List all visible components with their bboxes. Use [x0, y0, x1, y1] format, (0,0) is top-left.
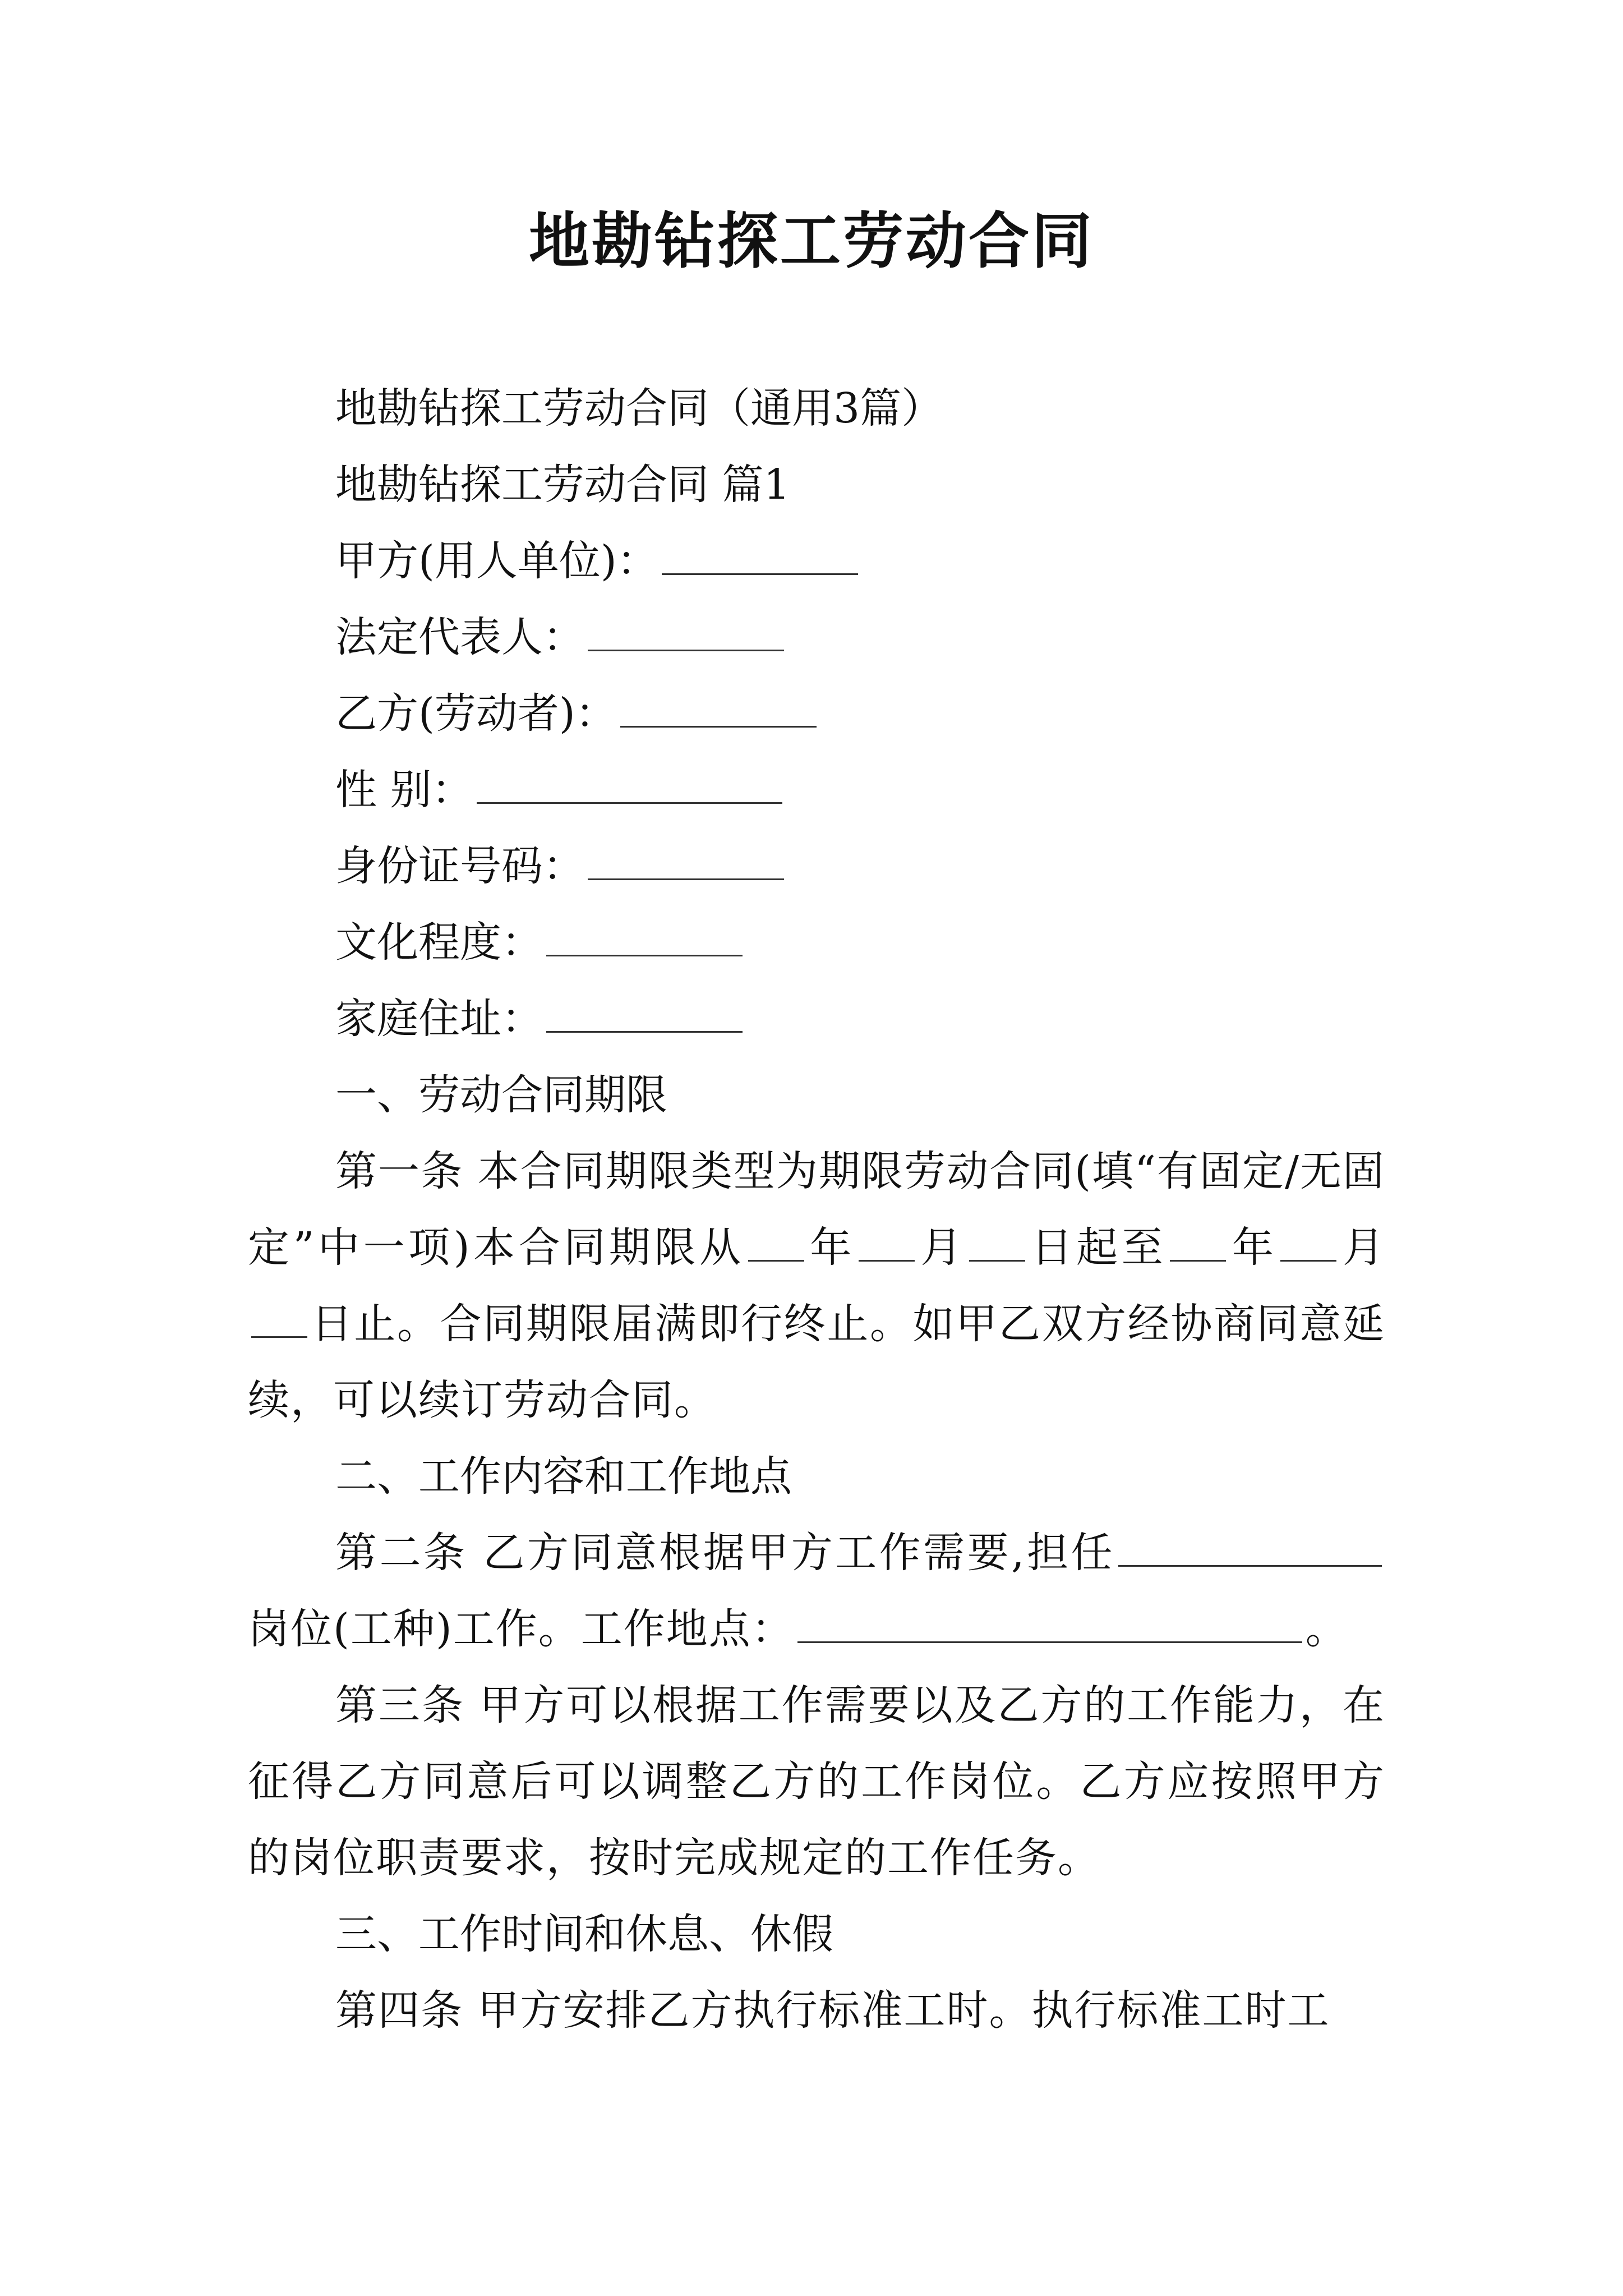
article-2-text: 第二条 乙方同意根据甲方工作需要,担任	[335, 1529, 1115, 1577]
article-1-text: 月	[917, 1223, 966, 1272]
field-label: 甲方(用人单位)：	[335, 537, 658, 585]
blank-line	[748, 1221, 804, 1262]
section-3-title: 三、工作时间和休息、休假	[335, 1910, 833, 1958]
section-2-title: 二、工作内容和工作地点	[335, 1452, 792, 1501]
blank-line	[251, 1297, 307, 1338]
field-gender	[248, 752, 1385, 828]
article-1-text: 日止。合同期限届满即行终止。如甲乙双方经协商同意延续，可以续订劳动合同。	[248, 1300, 1385, 1424]
field-label: 家庭住址：	[335, 995, 543, 1043]
article-4: 第四条 甲方安排乙方执行标准工时。执行标准工时工	[335, 1986, 1330, 2035]
article-3: 第三条 甲方可以根据工作需要以及乙方的工作能力，在征得乙方同意后可以调整乙方的工作岗位。乙方应按照甲方的岗位职责要求，按时完成规定的工作任务。	[248, 1681, 1385, 1882]
field-label: 文化程度：	[335, 918, 543, 967]
field-label: 性 别：	[335, 766, 473, 814]
article-1-text: 年	[807, 1223, 855, 1272]
blank-line	[1170, 1221, 1226, 1262]
blank-line	[797, 1602, 1302, 1643]
blank-line	[1280, 1221, 1336, 1262]
blank-line	[969, 1221, 1025, 1262]
blank-line	[1118, 1526, 1382, 1567]
article-1-text: 第一条 本合同期限类型为期限劳动合同(填“有固定/无固定”中一项)本合同期限从	[248, 1147, 1385, 1272]
blank-line	[477, 763, 782, 804]
blank-line	[662, 534, 858, 575]
article-2	[248, 1515, 1385, 1667]
heading-line: 地勘钻探工劳动合同（通用3篇）	[335, 384, 943, 432]
field-label: 乙方(劳动者)：	[335, 689, 617, 738]
field-label: 身份证号码：	[335, 842, 584, 890]
field-legal-rep	[248, 599, 1385, 675]
field-education	[248, 904, 1385, 981]
document-body	[248, 370, 1385, 2049]
blank-line	[620, 687, 817, 728]
field-party-a	[248, 523, 1385, 599]
blank-line	[546, 992, 743, 1033]
field-id-number	[248, 828, 1385, 904]
blank-line	[546, 915, 743, 956]
document-title: 地勘钻探工劳动合同	[528, 206, 1094, 277]
field-party-b	[248, 675, 1385, 752]
blank-line	[859, 1221, 915, 1262]
article-1-text: 年	[1229, 1223, 1278, 1272]
blank-line	[588, 610, 784, 651]
article-2-text: 。	[1305, 1605, 1348, 1653]
section-1-title: 一、劳动合同期限	[335, 1071, 667, 1119]
blank-line	[588, 839, 784, 880]
article-2-text: 岗位(工种)工作。工作地点：	[248, 1605, 794, 1653]
field-label: 法定代表人：	[335, 613, 584, 661]
section-title: 地勘钻探工劳动合同 篇1	[335, 461, 790, 509]
field-address	[248, 981, 1385, 1057]
article-1-text: 日起至	[1028, 1223, 1167, 1272]
article-1	[248, 1133, 1385, 1438]
article-1-text: 月	[1340, 1223, 1385, 1272]
